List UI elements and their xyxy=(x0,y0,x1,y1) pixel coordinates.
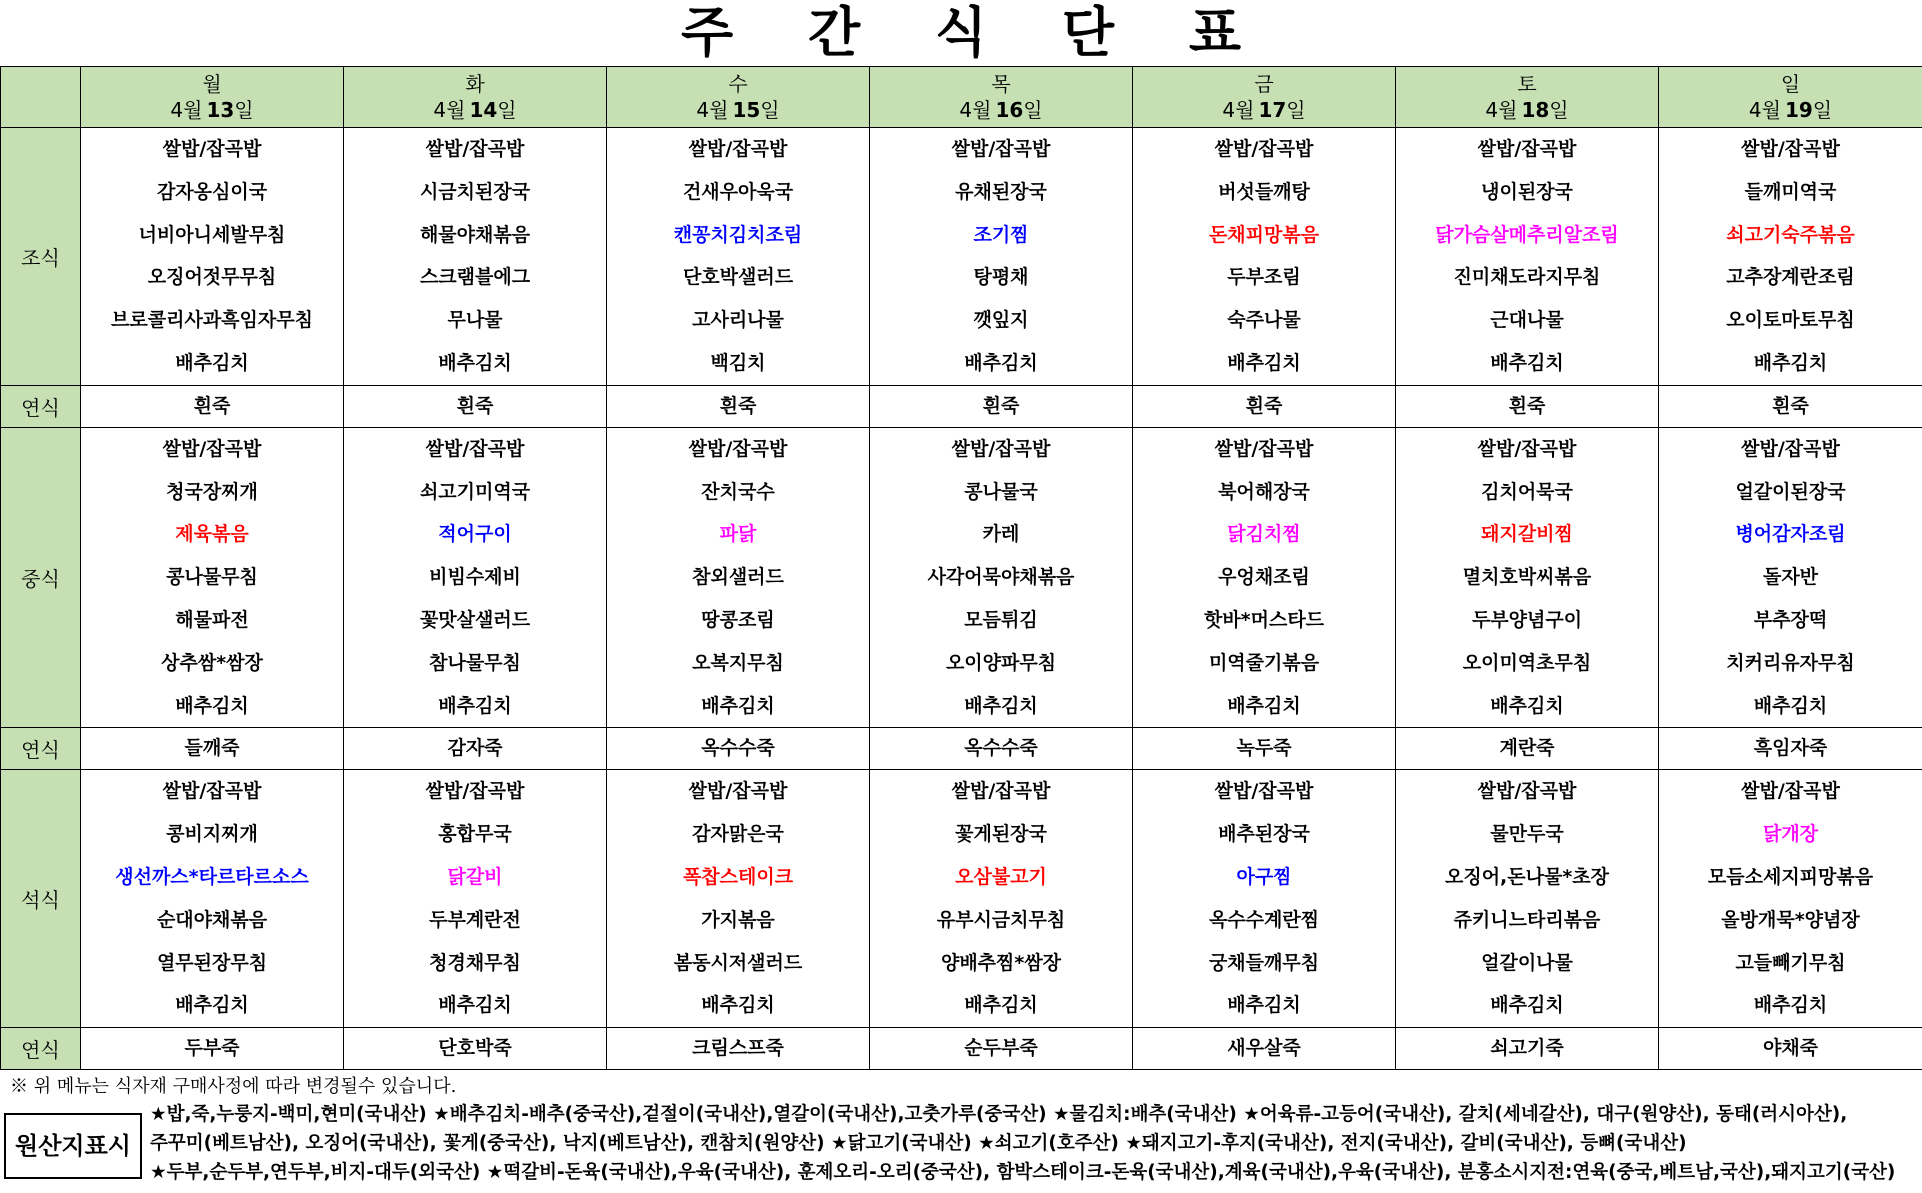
menu-item: 유채된장국 xyxy=(955,180,1047,203)
meal-label-snack3: 연식 xyxy=(1,1028,81,1070)
menu-item: 쌀밥/잡곡밥 xyxy=(1741,780,1840,803)
menu-item: 상추쌈*쌈장 xyxy=(161,651,263,674)
menu-item: 쌀밥/잡곡밥 xyxy=(688,138,788,160)
menu-item: 계란죽 xyxy=(1499,737,1555,760)
menu-cell xyxy=(870,770,1133,1028)
menu-item: 탕평채 xyxy=(973,266,1029,289)
menu-item: 잔치국수 xyxy=(701,480,775,503)
menu-item: 배추김치 xyxy=(701,694,775,717)
meal-label-snack2: 연식 xyxy=(1,728,81,770)
menu-item: 닭김치찜 xyxy=(1227,523,1301,546)
menu-cell xyxy=(1659,1028,1922,1070)
day-date xyxy=(81,97,343,123)
menu-item: 배추김치 xyxy=(701,994,775,1017)
menu-item: 병어감자조림 xyxy=(1735,523,1846,546)
menu-item: 감자옹심이국 xyxy=(156,180,268,203)
menu-item: 감자죽 xyxy=(447,737,503,760)
menu-item: 단호박죽 xyxy=(438,1037,512,1060)
menu-item: 배추된장국 xyxy=(1218,823,1310,846)
menu-item: 홍합무국 xyxy=(438,823,512,846)
menu-item: 흰죽 xyxy=(719,394,757,417)
menu-item: 오징어젓무무침 xyxy=(147,266,277,289)
menu-item: 궁채들깨무침 xyxy=(1208,951,1320,974)
day-date xyxy=(607,97,869,123)
menu-item: 적어구이 xyxy=(438,523,512,546)
menu-item: 쌀밥/잡곡밥 xyxy=(951,437,1051,460)
menu-item: 폭찹스테이크 xyxy=(682,865,794,888)
menu-item: 유부시금치무침 xyxy=(936,908,1066,931)
menu-item: 쌀밥/잡곡밥 xyxy=(688,437,788,460)
menu-item: 오이미역초무침 xyxy=(1462,651,1592,674)
menu-item: 배추김치 xyxy=(438,994,512,1017)
menu-cell xyxy=(1133,128,1396,386)
menu-cell xyxy=(1133,770,1396,1028)
menu-item: 배추김치 xyxy=(438,694,512,717)
menu-cell xyxy=(1396,128,1659,386)
date-month: 4월 xyxy=(959,98,992,122)
menu-item: 들깨죽 xyxy=(184,737,240,760)
date-suffix: 일 xyxy=(497,98,517,122)
menu-cell xyxy=(607,770,870,1028)
date-month: 4월 xyxy=(1748,98,1781,122)
menu-item: 근대나물 xyxy=(1490,309,1564,332)
date-day: 13 xyxy=(206,98,235,122)
menu-item: 두부죽 xyxy=(184,1037,240,1060)
origin-label: 원산지표시 xyxy=(4,1113,142,1179)
day-of-week: 수 xyxy=(728,72,748,96)
menu-cell xyxy=(1396,728,1659,770)
menu-item: 배추김치 xyxy=(964,351,1038,374)
menu-item: 모듬튀김 xyxy=(964,608,1038,631)
change-notice: ※ 위 메뉴는 식자재 구매사정에 따라 변경될수 있습니다. xyxy=(10,1076,457,1097)
menu-item: 쌀밥/잡곡밥 xyxy=(162,437,262,460)
menu-item: 고들빼기무침 xyxy=(1735,951,1846,974)
menu-item: 진미채도라지무침 xyxy=(1453,266,1601,289)
menu-item: 두부계란전 xyxy=(429,908,521,931)
menu-item: 배추김치 xyxy=(1753,994,1828,1017)
day-date xyxy=(1659,97,1922,123)
menu-item: 콩나물국 xyxy=(964,480,1038,503)
menu-cell xyxy=(344,770,607,1028)
menu-cell xyxy=(81,770,344,1028)
menu-item: 배추김치 xyxy=(438,351,512,374)
menu-item: 옥수수계란찜 xyxy=(1208,908,1320,931)
menu-item: 오이양파무침 xyxy=(945,651,1057,674)
menu-item: 콩나물무침 xyxy=(166,566,258,589)
menu-item: 가지볶음 xyxy=(701,908,775,931)
origin-line: 주꾸미(베트남산), 오징어(국내산), 꽃게(중국산), 낙지(베트남산), 캔참치(원양산) ★닭고기(국내산) ★쇠고기(호주산) ★돼지고기-후지(국내산), 전지(국내산), 갈비(국내산), 등뼈(국내산) xyxy=(150,1133,1687,1154)
menu-item: 사각어묵야채볶음 xyxy=(927,566,1075,589)
menu-item: 캔꽁치김치조림 xyxy=(673,223,803,246)
date-day: 16 xyxy=(995,98,1024,122)
menu-item: 파닭 xyxy=(719,523,757,546)
menu-item: 우엉채조림 xyxy=(1218,566,1310,589)
day-of-week: 일 xyxy=(1780,72,1801,96)
menu-item: 쌀밥/잡곡밥 xyxy=(162,138,262,160)
menu-item: 쇠고기미역국 xyxy=(419,480,531,503)
menu-item: 배추김치 xyxy=(1490,694,1564,717)
menu-item: 순대야채볶음 xyxy=(156,908,268,931)
menu-item: 배추김치 xyxy=(964,994,1038,1017)
menu-cell xyxy=(607,728,870,770)
menu-item: 두부조림 xyxy=(1227,266,1301,289)
menu-item: 쌀밥/잡곡밥 xyxy=(951,780,1051,803)
menu-item: 쌀밥/잡곡밥 xyxy=(425,780,525,803)
date-day: 15 xyxy=(732,98,761,122)
menu-item: 들깨미역국 xyxy=(1744,180,1837,203)
date-day: 18 xyxy=(1521,98,1550,122)
menu-item: 쥬키니느타리볶음 xyxy=(1453,908,1601,931)
menu-item: 참나물무침 xyxy=(429,651,521,674)
menu-item: 배추김치 xyxy=(175,351,249,374)
menu-item: 브로콜리사과흑임자무침 xyxy=(111,309,313,332)
menu-item: 쌀밥/잡곡밥 xyxy=(1477,437,1577,460)
page-title: 주 간 식 단 표 xyxy=(680,1,1270,64)
day-date xyxy=(344,97,606,123)
menu-item: 스크램블에그 xyxy=(419,266,531,289)
menu-item: 배추김치 xyxy=(175,694,249,717)
menu-item: 청국장찌개 xyxy=(166,480,258,503)
menu-item: 흰죽 xyxy=(1508,394,1546,417)
menu-item: 배추김치 xyxy=(1753,351,1828,374)
menu-item: 쇠고기숙주볶음 xyxy=(1726,223,1855,246)
menu-item: 물만두국 xyxy=(1490,823,1564,846)
menu-item: 봄동시저샐러드 xyxy=(673,951,803,974)
date-suffix: 일 xyxy=(1549,98,1569,122)
day-of-week: 월 xyxy=(202,72,222,96)
menu-item: 새우살죽 xyxy=(1227,1037,1301,1060)
meal-label-snack1: 연식 xyxy=(1,385,81,427)
menu-item: 닭갈비 xyxy=(447,865,503,888)
menu-item: 해물파전 xyxy=(175,608,249,631)
menu-cell xyxy=(81,1028,344,1070)
menu-item: 크림스프죽 xyxy=(692,1037,784,1060)
menu-item: 배추김치 xyxy=(1753,694,1828,717)
menu-item: 쌀밥/잡곡밥 xyxy=(425,437,525,460)
weekly-menu-table xyxy=(0,66,1922,1070)
day-date xyxy=(870,97,1132,123)
menu-cell xyxy=(1659,128,1922,386)
menu-item: 배추김치 xyxy=(1227,994,1301,1017)
menu-item: 순두부죽 xyxy=(964,1037,1038,1060)
date-suffix: 일 xyxy=(1812,98,1833,122)
menu-item: 배추김치 xyxy=(1227,694,1301,717)
menu-cell xyxy=(1396,427,1659,728)
day-header xyxy=(607,67,870,128)
menu-item: 조기찜 xyxy=(973,223,1029,246)
menu-item: 북어해장국 xyxy=(1218,480,1310,503)
menu-item: 콩비지찌개 xyxy=(166,823,258,846)
menu-item: 카레 xyxy=(982,523,1020,546)
menu-cell xyxy=(344,128,607,386)
menu-item: 얼갈이나물 xyxy=(1481,951,1573,974)
menu-item: 제육볶음 xyxy=(175,523,249,546)
menu-cell xyxy=(1133,427,1396,728)
menu-item: 모듬소세지피망볶음 xyxy=(1707,865,1874,888)
menu-item: 시금치된장국 xyxy=(419,180,531,203)
menu-item: 백김치 xyxy=(710,351,766,374)
menu-item: 옥수수죽 xyxy=(964,737,1038,760)
menu-item: 흰죽 xyxy=(1245,394,1283,417)
menu-item: 열무된장무침 xyxy=(156,951,268,974)
menu-cell xyxy=(81,728,344,770)
origin-line: ★밥,죽,누룽지-백미,현미(국내산) ★배추김치-배추(중국산),겉절이(국내산),열갈이(국내산),고춧가루(중국산) ★물김치:배추(국내산) ★어육류-고등어(국내산), 갈치(세네갈산), 대구(원양산), 동태(러시아산), xyxy=(150,1104,1848,1125)
menu-item: 쌀밥/잡곡밥 xyxy=(1741,437,1840,460)
menu-item: 쌀밥/잡곡밥 xyxy=(688,780,788,803)
day-date xyxy=(1396,97,1658,123)
menu-item: 생선까스*타르타르소스 xyxy=(115,865,309,888)
meal-label-dinner: 석식 xyxy=(1,770,81,1028)
menu-item: 흰죽 xyxy=(1772,394,1809,417)
menu-item: 감자맑은국 xyxy=(692,823,784,846)
menu-item: 배추김치 xyxy=(175,994,249,1017)
menu-cell xyxy=(607,1028,870,1070)
menu-item: 무나물 xyxy=(447,309,503,332)
menu-item: 배추김치 xyxy=(1227,351,1301,374)
menu-item: 오이토마토무침 xyxy=(1726,309,1855,332)
origin-line: ★두부,순두부,연두부,비지-대두(외국산) ★떡갈비-돈육(국내산),우육(국내산), 훈제오리-오리(중국산), 함박스테이크-돈육(국내산),계육(국내산),우육(국내산), 분홍소시지전:연육(중국,베트남,국산),돼지고기(국산) xyxy=(150,1162,1896,1183)
menu-item: 야채죽 xyxy=(1762,1037,1819,1060)
date-suffix: 일 xyxy=(760,98,780,122)
day-header xyxy=(1396,67,1659,128)
menu-cell xyxy=(1396,1028,1659,1070)
date-month: 4월 xyxy=(1485,98,1518,122)
day-of-week: 목 xyxy=(991,72,1011,96)
menu-item: 녹두죽 xyxy=(1236,737,1292,760)
day-header xyxy=(870,67,1133,128)
menu-item: 오삼불고기 xyxy=(955,865,1047,888)
menu-item: 흑임자죽 xyxy=(1753,737,1828,760)
menu-cell xyxy=(607,128,870,386)
menu-item: 오복지무침 xyxy=(692,651,784,674)
meal-label-breakfast: 조식 xyxy=(1,128,81,386)
menu-item: 고사리나물 xyxy=(692,309,784,332)
menu-item: 흰죽 xyxy=(456,394,494,417)
menu-cell xyxy=(870,1028,1133,1070)
menu-cell xyxy=(344,1028,607,1070)
origin-info xyxy=(150,1100,1920,1187)
menu-item: 땅콩조림 xyxy=(701,608,775,631)
menu-item: 버섯들깨탕 xyxy=(1218,180,1310,203)
menu-item: 쌀밥/잡곡밥 xyxy=(425,138,525,160)
menu-cell xyxy=(870,128,1133,386)
date-month: 4월 xyxy=(170,98,203,122)
date-month: 4월 xyxy=(433,98,466,122)
menu-cell xyxy=(607,427,870,728)
meal-label-lunch: 중식 xyxy=(1,427,81,728)
menu-item: 냉이된장국 xyxy=(1481,180,1573,203)
menu-cell xyxy=(1133,1028,1396,1070)
menu-item: 돼지갈비찜 xyxy=(1481,523,1573,546)
menu-item: 건새우아욱국 xyxy=(682,180,794,203)
menu-item: 참외샐러드 xyxy=(692,566,784,589)
menu-cell xyxy=(1659,728,1922,770)
menu-cell xyxy=(1659,427,1922,728)
menu-item: 김치어묵국 xyxy=(1481,480,1573,503)
menu-item: 배추김치 xyxy=(1490,994,1564,1017)
menu-item: 양배추찜*쌈장 xyxy=(940,951,1062,974)
day-date xyxy=(1133,97,1395,123)
date-suffix: 일 xyxy=(1023,98,1043,122)
menu-item: 쇠고기죽 xyxy=(1490,1037,1564,1060)
menu-item: 핫바*머스타드 xyxy=(1203,608,1325,631)
day-of-week: 토 xyxy=(1517,72,1537,96)
menu-item: 단호박샐러드 xyxy=(682,266,794,289)
menu-cell xyxy=(1659,770,1922,1028)
menu-cell xyxy=(870,427,1133,728)
menu-item: 숙주나물 xyxy=(1227,309,1301,332)
menu-item: 돌자반 xyxy=(1762,566,1819,589)
day-header xyxy=(81,67,344,128)
date-month: 4월 xyxy=(1222,98,1255,122)
date-suffix: 일 xyxy=(1286,98,1306,122)
menu-item: 고추장계란조림 xyxy=(1726,266,1855,289)
menu-cell xyxy=(1133,385,1396,427)
menu-cell xyxy=(870,385,1133,427)
menu-item: 쌀밥/잡곡밥 xyxy=(1214,780,1314,803)
menu-item: 쌀밥/잡곡밥 xyxy=(1214,138,1314,160)
header-corner xyxy=(1,67,81,128)
menu-item: 옥수수죽 xyxy=(701,737,775,760)
menu-cell xyxy=(870,728,1133,770)
menu-cell xyxy=(607,385,870,427)
day-of-week: 화 xyxy=(465,72,485,96)
menu-item: 치커리유자무침 xyxy=(1726,651,1855,674)
menu-item: 쌀밥/잡곡밥 xyxy=(1477,780,1577,803)
menu-item: 부추장떡 xyxy=(1753,608,1828,631)
menu-item: 쌀밥/잡곡밥 xyxy=(162,780,262,803)
menu-cell xyxy=(1659,385,1922,427)
menu-cell xyxy=(81,128,344,386)
menu-item: 아구찜 xyxy=(1236,865,1292,888)
menu-item: 쌀밥/잡곡밥 xyxy=(1477,138,1577,160)
day-of-week: 금 xyxy=(1254,72,1274,96)
menu-cell xyxy=(1396,770,1659,1028)
date-day: 14 xyxy=(469,98,498,122)
menu-item: 흰죽 xyxy=(193,394,231,417)
day-header xyxy=(1659,67,1922,128)
menu-item: 꽃게된장국 xyxy=(955,823,1047,846)
menu-item: 배추김치 xyxy=(1490,351,1564,374)
menu-item: 돈채피망볶음 xyxy=(1208,223,1320,246)
menu-item: 너비아니세발무침 xyxy=(138,223,286,246)
menu-item: 비빔수제비 xyxy=(429,566,521,589)
menu-cell xyxy=(81,385,344,427)
menu-item: 쌀밥/잡곡밥 xyxy=(951,138,1051,160)
menu-item: 얼갈이된장국 xyxy=(1735,480,1846,503)
menu-cell xyxy=(344,427,607,728)
menu-item: 해물야채볶음 xyxy=(419,223,531,246)
menu-item: 오징어,돈나물*초장 xyxy=(1445,865,1609,888)
menu-cell xyxy=(344,728,607,770)
menu-item: 깻잎지 xyxy=(973,309,1029,332)
date-month: 4월 xyxy=(696,98,729,122)
menu-item: 쌀밥/잡곡밥 xyxy=(1741,138,1840,160)
menu-item: 미역줄기볶음 xyxy=(1208,651,1320,674)
date-day: 19 xyxy=(1784,98,1813,122)
date-day: 17 xyxy=(1258,98,1287,122)
menu-item: 청경채무침 xyxy=(429,951,521,974)
menu-cell xyxy=(81,427,344,728)
day-header xyxy=(344,67,607,128)
day-header xyxy=(1133,67,1396,128)
menu-item: 올방개묵*양념장 xyxy=(1721,908,1860,931)
menu-item: 꽃맛살샐러드 xyxy=(419,608,531,631)
menu-item: 닭개장 xyxy=(1762,823,1819,846)
menu-item: 흰죽 xyxy=(982,394,1020,417)
menu-cell xyxy=(1396,385,1659,427)
date-suffix: 일 xyxy=(234,98,254,122)
menu-item: 멸치호박씨볶음 xyxy=(1462,566,1592,589)
menu-item: 두부양념구이 xyxy=(1471,608,1583,631)
menu-cell xyxy=(1133,728,1396,770)
menu-item: 배추김치 xyxy=(964,694,1038,717)
menu-cell xyxy=(344,385,607,427)
menu-item: 닭가슴살메추리알조림 xyxy=(1435,223,1619,246)
menu-item: 쌀밥/잡곡밥 xyxy=(1214,437,1314,460)
